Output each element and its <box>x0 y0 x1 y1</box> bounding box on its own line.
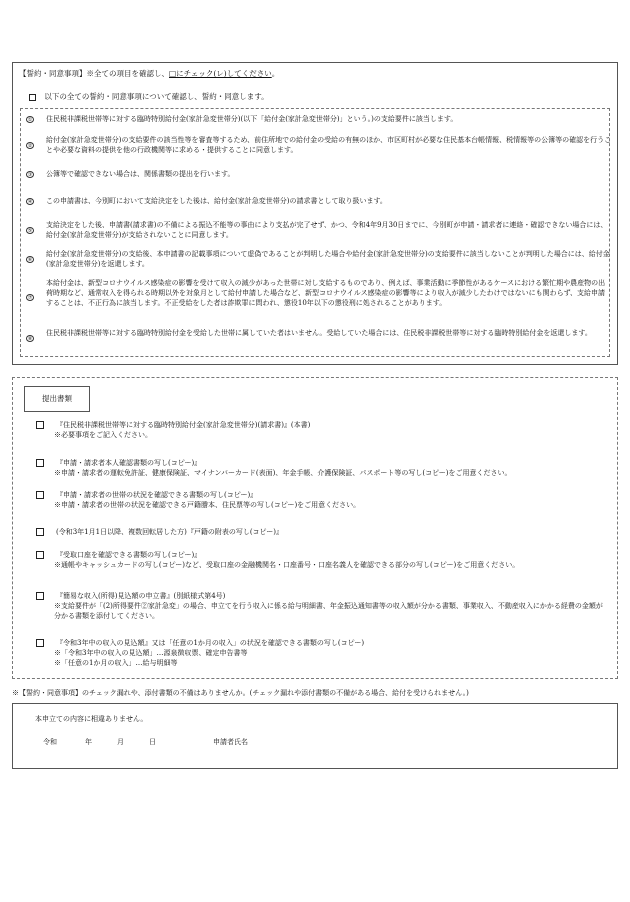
item-number: ⑥ <box>27 257 33 263</box>
doc-checkbox[interactable] <box>36 592 44 600</box>
item-text: 公簿等で確認できない場合は、関係書類の提出を行います。 <box>46 170 235 178</box>
doc-item <box>36 420 608 440</box>
doc-checkbox[interactable] <box>36 528 44 536</box>
doc-item <box>36 638 608 668</box>
doc-note: ※通帳やキャッシュカードの写し(コピー)など、受取口座の金融機関名・口座番号・口座名義人を確認できる部分の写し(コピー)をご用意ください。 <box>54 561 520 570</box>
item-text: 支給決定をした後、申請書(請求書)の不備による振込不能等の事由により支払が完了せず、かつ、令和4年9月30日までに、今別町が申請・請求者に連絡・確認できない場合には、給付金(家計急変世帯分)が支給されないことに同意します。 <box>46 221 608 240</box>
pledge-item <box>26 278 612 308</box>
confirm-box <box>12 703 618 769</box>
doc-item <box>36 458 608 478</box>
item-text: 給付金(家計急変世帯分)の支給後、本申請書の記載事項について虚偽であることが判明した場合や給付金(家計急変世帯分)の支給要件に該当しないことが判明した場合には、給付金(家計急変世帯分)を返還します。 <box>46 250 610 269</box>
doc-note: ※申請・請求者の運転免許証、健康保険証、マイナンバーカード(表面)、年金手帳、介護保険証、パスポート等の写し(コピー)をご用意ください。 <box>54 469 512 478</box>
era-label: 令和 <box>43 738 57 746</box>
doc-checkbox[interactable] <box>36 421 44 429</box>
doc-note: ※申請・請求者の世帯の状況を確認できる戸籍謄本、住民票等の写し(コピー)をご用意ください。 <box>54 501 361 510</box>
doc-checkbox[interactable] <box>36 639 44 647</box>
item-text: この申請書は、今別町において支給決定をした後は、給付金(家計急変世帯分)の請求書として取り扱います。 <box>46 197 387 205</box>
pledge-header-check: □にチェック(レ)してください <box>169 69 272 78</box>
applicant-name-label: 申請者氏名 <box>213 738 248 746</box>
item-number: ⑦ <box>27 295 33 301</box>
doc-checkbox[interactable] <box>36 551 44 559</box>
doc-label: 『令和3年中の収入の見込額』又は「任意の1か月の収入」の状況を確認できる書類の写し(コピー) <box>56 639 365 647</box>
footer-note: ※【誓約・同意事項】のチェック漏れや、添付書類の不備はありませんか。(チェック漏れや添付書類の不備がある場合、給付を受けられません。) <box>12 689 469 697</box>
doc-note: ※「令和3年中の収入の見込額」…源泉徴収票、確定申告書等 <box>54 649 248 658</box>
doc-note: ※必要事項をご記入ください。 <box>54 431 152 440</box>
pledge-item <box>26 114 612 124</box>
year-label: 年 <box>85 738 92 746</box>
doc-item <box>36 591 608 621</box>
agree-all-row[interactable] <box>29 92 269 103</box>
doc-note: ※「任意の1か月の収入」…給与明細等 <box>54 659 178 668</box>
agree-all-checkbox[interactable] <box>29 94 36 101</box>
agree-all-label: 以下の全ての誓約・同意事項について確認し、誓約・同意します。 <box>44 92 269 101</box>
item-text: 給付金(家計急変世帯分)の支給要件の該当性等を審査等するため、前住所地での給付金の受給の有無のほか、市区町村が必要な住民基本台帳情報、税情報等の公簿等の確認を行うことや必要な資料の提供を他の行政機関等に求める・提供することに同意します。 <box>46 136 612 155</box>
item-number: ③ <box>27 172 33 178</box>
doc-checkbox[interactable] <box>36 459 44 467</box>
pledge-header: 【誓約・同意事項】※全ての項目を確認し、□にチェック(レ)してください。 <box>19 69 280 78</box>
month-label: 月 <box>117 738 124 746</box>
docs-title: 提出書類 <box>42 394 72 403</box>
pledge-item <box>26 169 612 179</box>
doc-label: 『簡易な収入(所得)見込額の申立書』(別紙様式第4号) <box>56 592 226 600</box>
item-number: ⑤ <box>27 228 33 234</box>
doc-label: 『申請・請求者本人確認書類の写し(コピー)』 <box>56 459 202 467</box>
item-number: ① <box>27 117 33 123</box>
doc-label: 『申請・請求者の世帯の状況を確認できる書類の写し(コピー)』 <box>56 491 258 499</box>
doc-label: 『受取口座を確認できる書類の写し(コピー)』 <box>56 551 202 559</box>
doc-item <box>36 490 608 510</box>
item-text: 本給付金は、新型コロナウイルス感染症の影響を受けて収入の減少があった世帯に対し支給するものであり、例えば、事業活動に季節性があるケースにおける繁忙期や農産物の出荷時期など、通常収入を得られる時期以外を対象月として給付申請した場合など、新型コロナウイルス感染症の影響等により収入が減少したわけではないにも関わらず、支給申請することは、不正行為に該当します。不正受給をした者は詐欺罪に問われ、懲役10年以下の懲役刑に処されることがあります。 <box>46 279 606 308</box>
docs-title-box <box>24 386 90 412</box>
item-text: 住民税非課税世帯等に対する臨時特別給付金(家計急変世帯分)(以下「給付金(家計急変世帯分)」という。)の支給要件に該当します。 <box>46 115 458 123</box>
doc-note: ※支給要件が「(2)所得要件②家計急変」の場合、申立てを行う収入に係る給与明細書、年金振込通知書等の収入額が分かる書類、事業収入、不動産収入にかかる経費の金額が分かる書類を添付してください。 <box>54 602 603 621</box>
item-number: ④ <box>27 199 33 205</box>
pledge-item <box>26 328 612 342</box>
doc-checkbox[interactable] <box>36 491 44 499</box>
doc-item <box>36 550 608 570</box>
pledge-item <box>26 249 612 269</box>
item-text: 住民税非課税世帯等に対する臨時特別給付金を受給した世帯に属していた者はいません。受給していた場合には、住民税非課税世帯等に対する臨時特別給付金を返還します。 <box>46 329 592 337</box>
doc-item <box>36 527 608 537</box>
confirm-statement: 本申立ての内容に相違ありません。 <box>35 715 148 723</box>
item-number: ② <box>27 143 33 149</box>
pledge-item <box>26 220 612 240</box>
day-label: 日 <box>149 738 156 746</box>
pledge-item <box>26 196 612 206</box>
pledge-item <box>26 135 612 155</box>
doc-label: 『住民税非課税世帯等に対する臨時特別給付金(家計急変世帯分)(請求書)』(本書) <box>56 421 311 429</box>
doc-label: (令和3年1月1日以降、複数回転居した方)『戸籍の附表の写し(コピー)』 <box>56 528 284 536</box>
item-number: ⑧ <box>27 336 33 342</box>
